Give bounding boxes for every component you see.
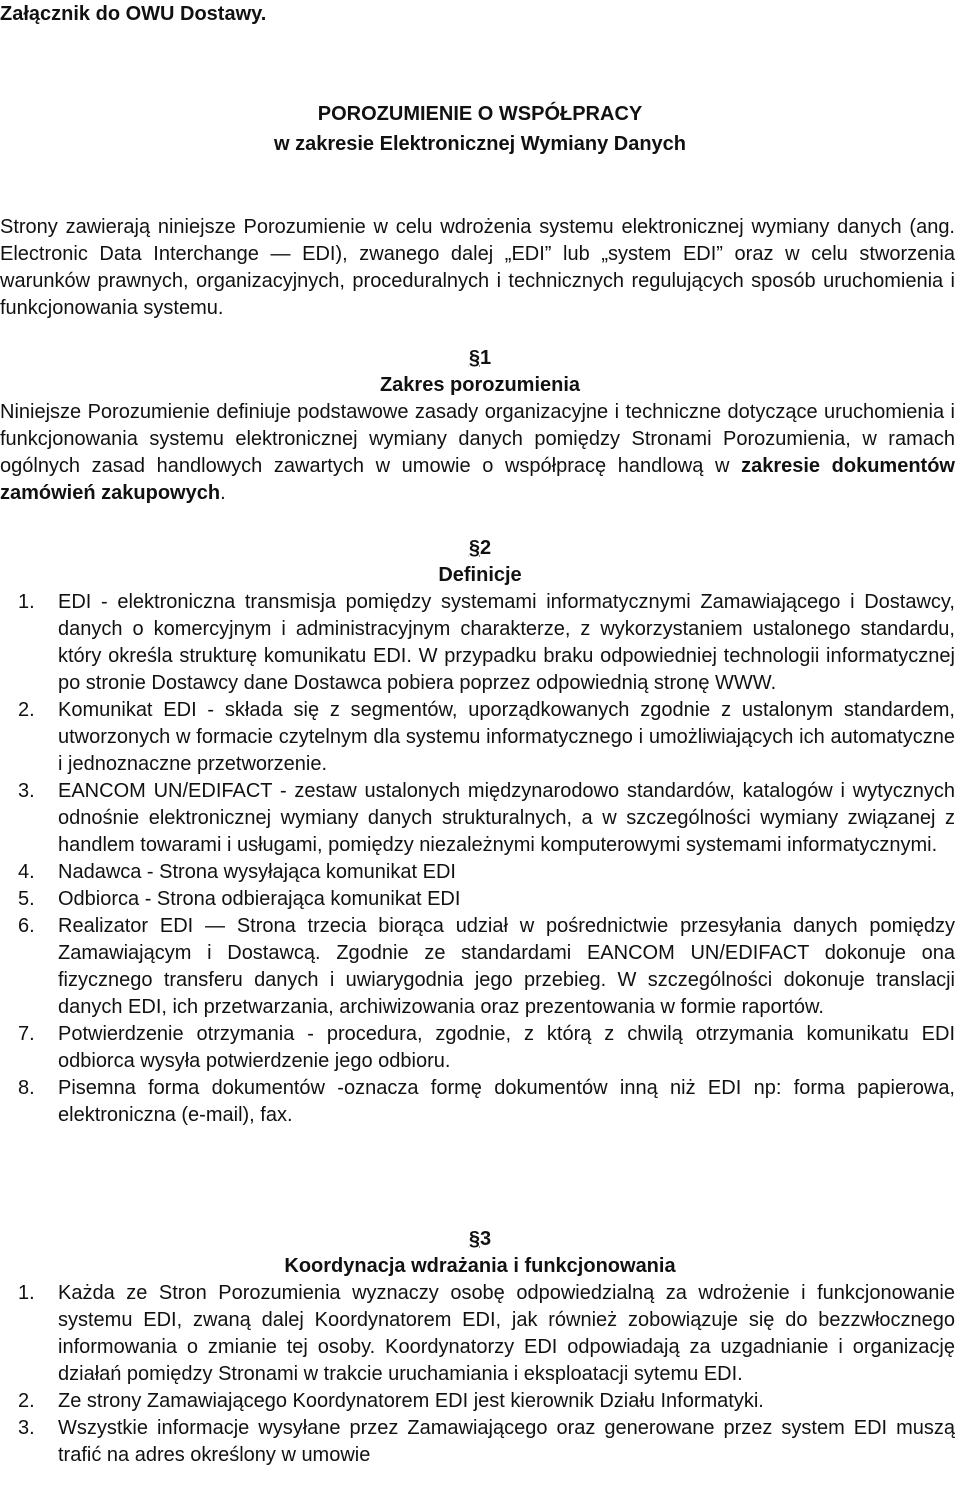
list-item-number: 3. (18, 1417, 35, 1439)
document-subtitle: w zakresie Elektronicznej Wymiany Danych (273, 133, 687, 155)
list-item-text: Ze strony Zamawiającego Koordynatorem EDI jest kierownik Działu Informatyki. (58, 1390, 764, 1412)
list-item-text: Każda ze Stron Porozumienia wyznaczy osobę odpowiedzialną za wdrożenie i funkcjonowanie systemu EDI, zwaną dalej Koordynatorem EDI, jak również zobowiązuje się do bezzwłocznego informowania o zmianie tej osoby. Koordynatorzy EDI odpowiadają za uzgadnianie i organizację działań pomiędzy Stronami w trakcie uruchamiania i eksploatacji sytemu EDI. (58, 1282, 955, 1385)
list-item (0, 697, 955, 778)
list-item (0, 859, 955, 886)
list-item-text: EDI - elektroniczna transmisja pomiędzy systemami informatycznymi Zamawiającego i Dostawcy, danych o komercyjnym i administracyjnym charakterze, z wykorzystaniem ustalonego standardu, który określa strukturę komunikatu EDI. W przypadku braku odpowiedniej technologii informatycznej po stronie Dostawcy dane Dostawca pobiera poprzez odpowiednią stronę WWW. (58, 591, 955, 694)
section-2-symbol: § (468, 537, 480, 559)
section-1-num: 1 (480, 347, 492, 369)
list-item-number: 8. (18, 1077, 35, 1099)
section-1-text-end: . (220, 482, 226, 504)
list-item-text: Komunikat EDI - składa się z segmentów, uporządkowanych zgodnie z ustalonym standardem, utworzonych w formacie czytelnym dla systemu informatycznego i umożliwiających ich automatyczne i jednoznaczne przetworzenie. (58, 699, 955, 775)
intro-paragraph: Strony zawierają niniejsze Porozumienie w celu wdrożenia systemu elektronicznej wymiany danych (ang. Electronic Data Interchange — EDI), zwanego dalej „EDI” lub „system EDI” oraz w celu stworzenia warunków prawnych, organizacyjnych, proceduralnych i technicznych regulujących sposób uruchomienia i funkcjonowania systemu. (0, 216, 955, 319)
section-1-number (0, 345, 960, 372)
section-2-title: Definicje (438, 564, 522, 586)
list-item-number: 6. (18, 915, 35, 937)
list-item-number: 5. (18, 888, 35, 910)
section-1-title: Zakres porozumienia (379, 374, 581, 396)
section-2-number (0, 535, 960, 562)
coordination-list (0, 1280, 955, 1469)
section-3-num: 3 (480, 1228, 492, 1250)
list-item (0, 589, 955, 697)
section-2-num: 2 (480, 537, 492, 559)
list-item (0, 1075, 955, 1129)
list-item-number: 1. (18, 1282, 35, 1304)
list-item-text: EANCOM UN/EDIFACT - zestaw ustalonych międzynarodowo standardów, katalogów i wytycznych odnośnie elektronicznej wymiany danych strukturalnych, a w szczególności wymiany związanej z handlem towarami i usługami, pomiędzy niezależnymi komputerowymi systemami informatycznymi. (58, 780, 955, 856)
document-title: POROZUMIENIE O WSPÓŁPRACY (317, 103, 643, 125)
list-item (0, 1021, 955, 1075)
section-1-bold-text: zakresie dokumentów zamówień zakupowych (0, 455, 955, 504)
list-item-text: Wszystkie informacje wysyłane przez Zamawiającego oraz generowane przez system EDI muszą trafić na adres określony w umowie (58, 1417, 955, 1466)
list-item-text: Odbiorca - Strona odbierająca komunikat EDI (58, 888, 461, 910)
list-item-number: 1. (18, 591, 35, 613)
list-item-text: Realizator EDI — Strona trzecia biorąca udział w pośrednictwie przesyłania danych pomiędzy Zamawiającym i Dostawcą. Zgodnie ze standardami EANCOM UN/EDIFACT dokonuje ona fizycznego transferu danych i uwiarygodnia jego przebieg. W szczególności dokonuje translacji danych EDI, ich przetwarzania, archiwizowania oraz prezentowania w formie raportów. (58, 915, 955, 1018)
section-3-symbol: § (468, 1228, 480, 1250)
list-item-text: Pisemna forma dokumentów -oznacza formę dokumentów inną niż EDI np: forma papierowa, elektroniczna (e-mail), fax. (58, 1077, 955, 1126)
section-1-paragraph (0, 399, 955, 507)
section-1-text: Niniejsze Porozumienie definiuje podstawowe zasady organizacyjne i techniczne dotyczące uruchomienia i funkcjonowania systemu elektronicznej wymiany danych pomiędzy Stronami Porozumienia, w ramach ogólnych zasad handlowych zawartych w umowie o współpracę handlową w (0, 401, 955, 477)
list-item-number: 3. (18, 780, 35, 802)
section-3-title: Koordynacja wdrażania i funkcjonowania (284, 1255, 676, 1277)
list-item (0, 913, 955, 1021)
list-item-number: 2. (18, 1390, 35, 1412)
section-3-number (0, 1226, 960, 1253)
list-item (0, 1388, 955, 1415)
list-item-number: 2. (18, 699, 35, 721)
list-item (0, 778, 955, 859)
list-item (0, 1415, 955, 1469)
list-item-text: Nadawca - Strona wysyłająca komunikat EDI (58, 861, 456, 883)
list-item-text: Potwierdzenie otrzymania - procedura, zgodnie, z którą z chwilą otrzymania komunikatu EDI odbiorca wysyła potwierdzenie jego odbioru. (58, 1023, 955, 1072)
list-item (0, 886, 955, 913)
document-header: Załącznik do OWU Dostawy. (0, 3, 267, 25)
definitions-list (0, 589, 955, 1129)
list-item-number: 4. (18, 861, 35, 883)
section-1-symbol: § (468, 347, 480, 369)
list-item-number: 7. (18, 1023, 35, 1045)
list-item (0, 1280, 955, 1388)
